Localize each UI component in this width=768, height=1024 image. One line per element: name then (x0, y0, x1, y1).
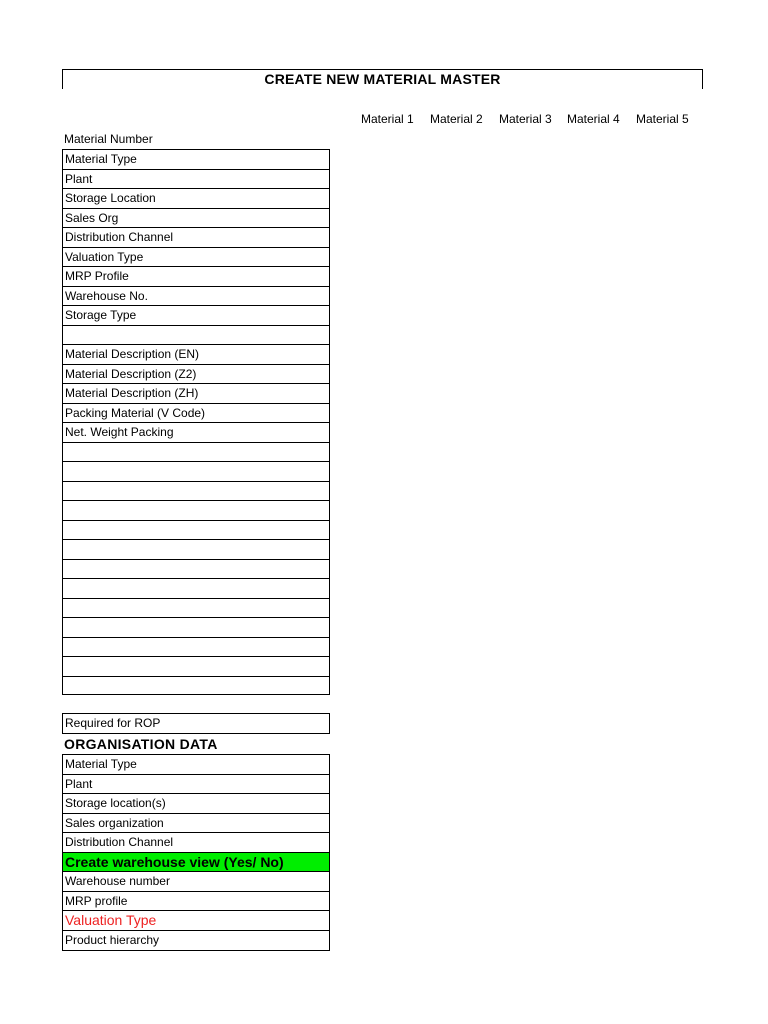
field-row[interactable]: Material Description (ZH) (63, 384, 329, 404)
field-row[interactable] (63, 482, 329, 502)
create-warehouse-view-row[interactable]: Create warehouse view (Yes/ No) (63, 853, 329, 873)
org-row[interactable]: Storage location(s) (63, 794, 329, 814)
field-row[interactable]: Material Description (Z2) (63, 365, 329, 385)
field-row[interactable] (63, 677, 329, 697)
field-row[interactable] (63, 326, 329, 346)
field-row[interactable]: Plant (63, 170, 329, 190)
field-row[interactable]: Warehouse No. (63, 287, 329, 307)
material-column-header: Material 4 (567, 112, 620, 126)
field-row[interactable] (63, 501, 329, 521)
field-row[interactable]: Storage Type (63, 306, 329, 326)
material-fields-table (62, 149, 330, 695)
org-row[interactable]: Material Type (63, 755, 329, 775)
organisation-data-heading: ORGANISATION DATA (64, 736, 218, 752)
field-row[interactable] (63, 657, 329, 677)
field-row[interactable] (63, 462, 329, 482)
field-row[interactable]: Net. Weight Packing (63, 423, 329, 443)
required-for-rop-cell[interactable]: Required for ROP (62, 713, 330, 734)
field-row[interactable]: Distribution Channel (63, 228, 329, 248)
org-row[interactable]: MRP profile (63, 892, 329, 912)
field-row[interactable] (63, 618, 329, 638)
title-box (62, 69, 703, 89)
material-column-header: Material 2 (430, 112, 483, 126)
valuation-type-row[interactable]: Valuation Type (63, 911, 329, 931)
material-number-label: Material Number (64, 132, 153, 146)
org-row[interactable]: Distribution Channel (63, 833, 329, 853)
field-row[interactable]: Material Type (63, 150, 329, 170)
field-row[interactable]: Material Description (EN) (63, 345, 329, 365)
field-row[interactable]: Sales Org (63, 209, 329, 229)
material-column-header: Material 5 (636, 112, 689, 126)
organisation-data-table (62, 754, 330, 951)
field-row[interactable] (63, 599, 329, 619)
field-row[interactable]: Storage Location (63, 189, 329, 209)
page-title: CREATE NEW MATERIAL MASTER (264, 71, 501, 87)
field-row[interactable]: Valuation Type (63, 248, 329, 268)
org-row[interactable]: Warehouse number (63, 872, 329, 892)
material-column-header: Material 3 (499, 112, 552, 126)
field-row[interactable] (63, 540, 329, 560)
material-column-headers (356, 111, 701, 127)
field-row[interactable] (63, 638, 329, 658)
org-row[interactable]: Plant (63, 775, 329, 795)
material-column-header: Material 1 (361, 112, 414, 126)
org-row[interactable]: Sales organization (63, 814, 329, 834)
field-row[interactable]: MRP Profile (63, 267, 329, 287)
field-row[interactable] (63, 443, 329, 463)
field-row[interactable] (63, 521, 329, 541)
field-row[interactable] (63, 560, 329, 580)
field-row[interactable]: Packing Material (V Code) (63, 404, 329, 424)
field-row[interactable] (63, 579, 329, 599)
org-row[interactable]: Product hierarchy (65, 932, 160, 947)
